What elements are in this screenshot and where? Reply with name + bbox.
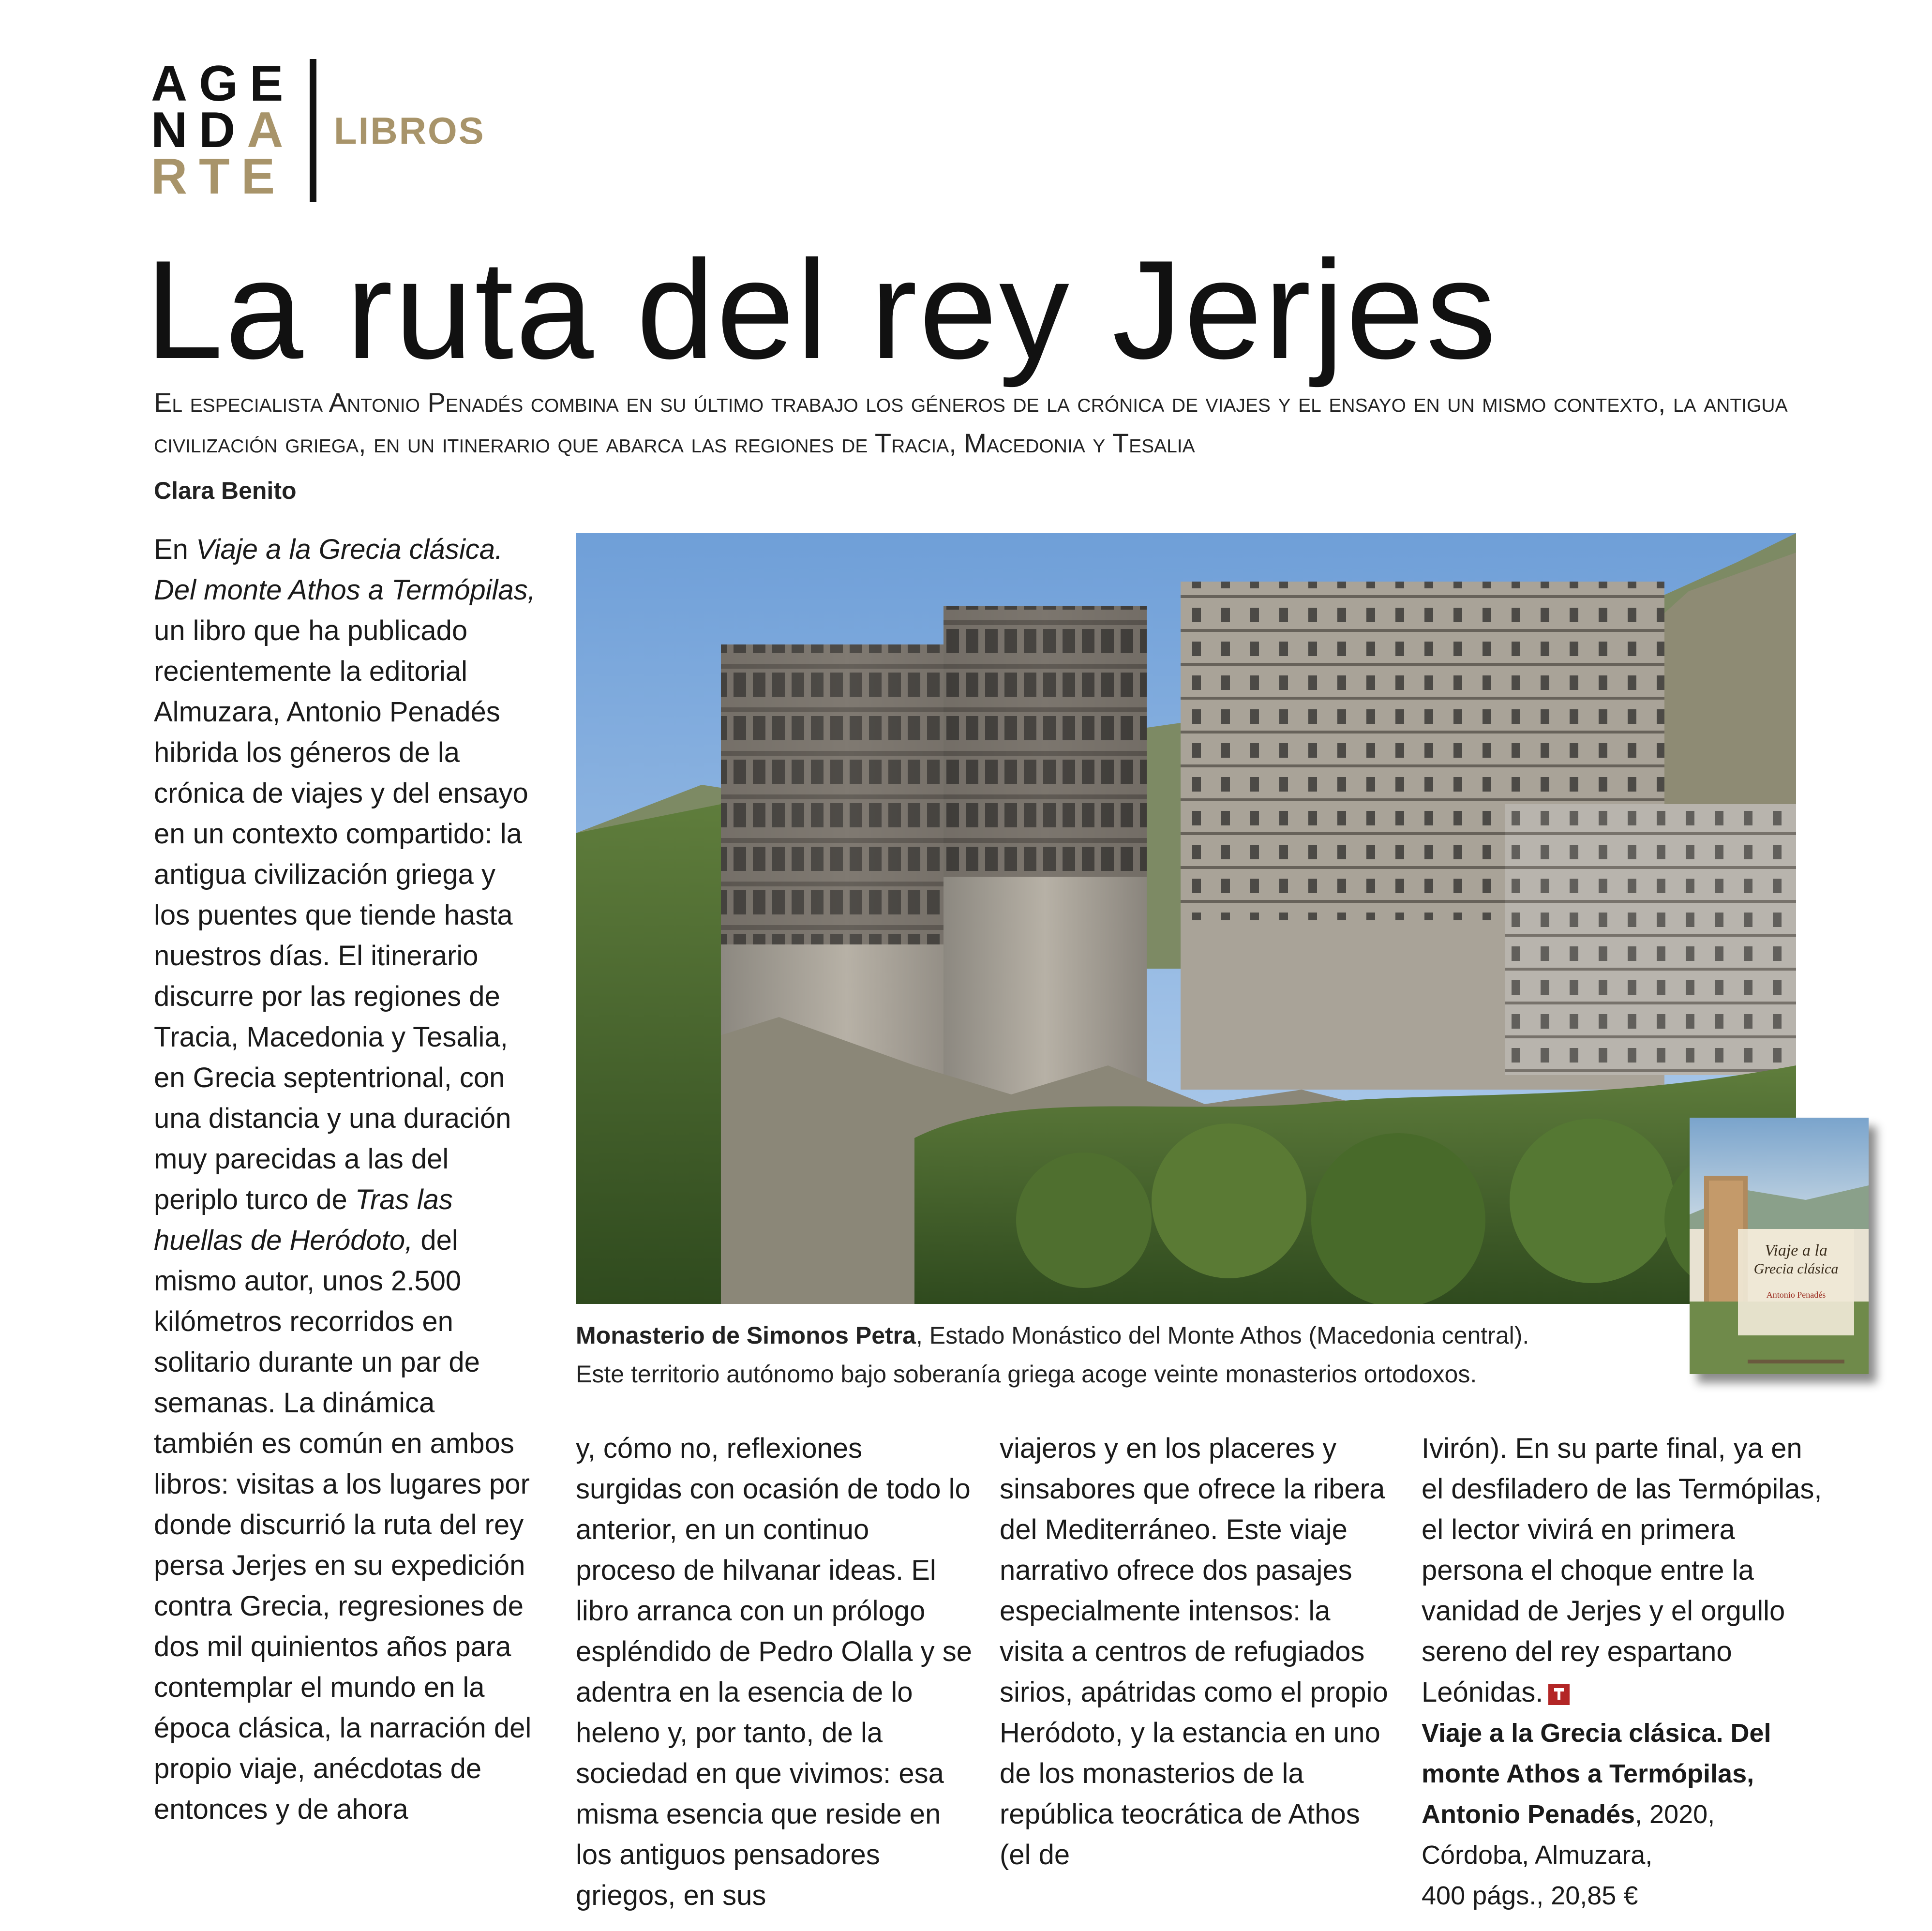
logo-letter: E bbox=[241, 149, 287, 205]
logo-row-3 bbox=[151, 149, 287, 205]
logo-divider bbox=[310, 59, 316, 202]
logo-letter: A bbox=[151, 56, 199, 112]
article-title: La ruta del rey Jerjes bbox=[145, 231, 1498, 388]
body-text: En bbox=[154, 534, 196, 565]
byline: Clara Benito bbox=[154, 477, 297, 504]
end-of-article-icon bbox=[1548, 1684, 1570, 1705]
book-info-price: 400 págs., 20,85 € bbox=[1422, 1881, 1638, 1910]
body-text: Ivirón). En su parte final, ya en el desfiladero de las Termópilas, el lector vivirá en primera persona el choque entre la vanidad de Jerjes y el orgullo sereno del rey espartano Leónidas. bbox=[1422, 1433, 1822, 1708]
body-text: un libro que ha publicado recientemente la editorial Almuzara, Antonio Penadés hibrida los géneros de la crónica de viajes y del ensayo en un contexto compartido: la antigua civilización griega y los puentes que tiende hasta nuestros días. El itinerario discurre por las regiones de Tracia, Macedonia y Tesalia, en Grecia septentrional, con una distancia y una duración muy parecidas a las del periplo turco de bbox=[154, 615, 528, 1215]
body-column-2 bbox=[576, 1428, 973, 1916]
book-info bbox=[1422, 1713, 1828, 1916]
section-label: LIBROS bbox=[334, 109, 485, 152]
logo-row-1 bbox=[151, 56, 295, 112]
svg-text:Viaje a la: Viaje a la bbox=[1765, 1242, 1827, 1259]
body-column-1 bbox=[154, 529, 536, 1830]
photo-caption bbox=[576, 1316, 1640, 1393]
logo-letter: N bbox=[151, 102, 199, 158]
paragraph: y, cómo no, reflexiones surgidas con ocasión de todo lo anterior, en un continuo proceso de hilvanar ideas. El libro arranca con un prólogo espléndido de Pedro Olalla y se adentra en la esencia de lo heleno y, por tanto, de la sociedad en que vivimos: esa misma esencia que reside en los antiguos pensadores griegos, en sus bbox=[576, 1433, 972, 1911]
logo-letter: G bbox=[199, 56, 250, 112]
svg-text:Grecia clásica: Grecia clásica bbox=[1753, 1261, 1839, 1277]
book-title-italic: Viaje a la Grecia clásica. Del monte Athos a Termópilas, bbox=[154, 534, 536, 606]
logo-letter: A bbox=[247, 102, 295, 158]
body-column-4 bbox=[1422, 1428, 1828, 1916]
monastery-photo bbox=[576, 533, 1796, 1304]
agendarte-logo bbox=[151, 56, 301, 205]
caption-text: , Estado Monástico del Monte Athos (Macedonia central). bbox=[915, 1322, 1529, 1349]
logo-letter: D bbox=[199, 102, 247, 158]
svg-text:Antonio Penadés: Antonio Penadés bbox=[1766, 1290, 1826, 1300]
book-info-author: Antonio Penadés bbox=[1422, 1800, 1635, 1829]
paragraph: viajeros y en los placeres y sinsabores que ofrece la ribera del Mediterráneo. Este viaje narrativo ofrece dos pasajes especialmente intensos: la visita a centros de refugiados sirios, apátridas como el propio Heródoto, y la estancia en uno de los monasterios de la república teocrática de Athos (el de bbox=[1000, 1433, 1388, 1871]
caption-bold: Monasterio de Simonos Petra bbox=[576, 1322, 916, 1349]
logo-letter: E bbox=[250, 56, 295, 112]
book-title-italic: Tras las huellas de Heródoto, bbox=[154, 1184, 453, 1256]
logo-letter: R bbox=[151, 149, 199, 205]
article-lead: El especialista Antonio Penadés combina en su último trabajo los géneros de la crónica de viajes y el ensayo en un mismo contexto, la antigua civilización griega, en un itinerario que abarca las regiones de Tracia, Macedonia y Tesalia bbox=[154, 387, 1788, 458]
paragraph bbox=[154, 529, 536, 1830]
body-text: del mismo autor, unos 2.500 kilómetros recorridos en solitario durante un par de semanas. La dinámica también es común en ambos libros: visitas a los lugares por donde discurrió la ruta del rey persa Jerjes en su expedición contra Grecia, regresiones de dos mil quinientos años para contemplar el mundo en la época clásica, la narración del propio viaje, anécdotas de entonces y de ahora bbox=[154, 1225, 532, 1825]
caption-text: Este territorio autónomo bajo soberanía griega acoge veinte monasterios ortodoxos. bbox=[576, 1361, 1477, 1388]
paragraph bbox=[1422, 1428, 1828, 1713]
logo-row-2 bbox=[151, 102, 295, 158]
body-column-3 bbox=[1000, 1428, 1392, 1875]
book-info-publisher: Córdoba, Almuzara, bbox=[1422, 1841, 1653, 1870]
book-info-year: , 2020, bbox=[1635, 1800, 1715, 1829]
logo-letter: T bbox=[199, 149, 241, 205]
book-cover-image bbox=[1690, 1118, 1869, 1374]
book-info-title: Viaje a la Grecia clásica. Del monte Athos a Termópilas, bbox=[1422, 1719, 1771, 1788]
